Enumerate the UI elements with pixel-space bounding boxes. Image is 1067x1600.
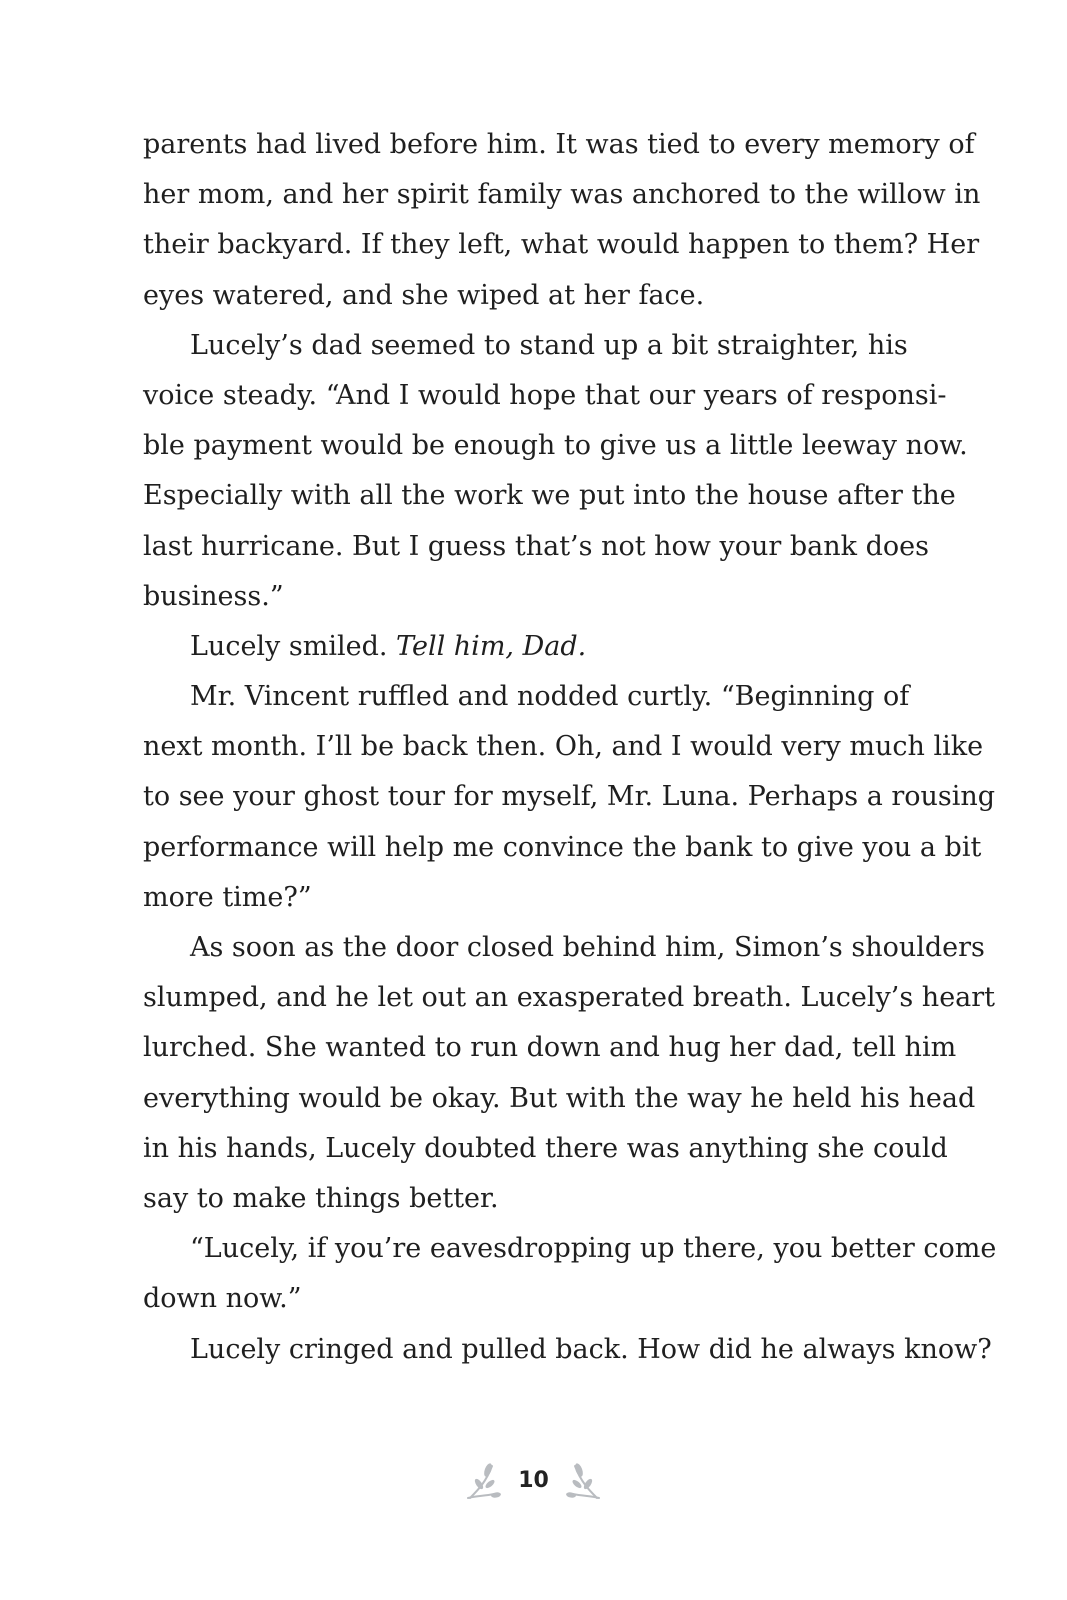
text-line [143,622,905,672]
text-line-content: Lucely’s dad seemed to stand up a bit straighter, his [190,329,908,361]
text-line [143,973,996,1023]
text-line [143,1224,997,1274]
text-line [143,772,996,822]
text-line [143,823,982,873]
text-line [143,271,905,321]
text-line [143,672,910,722]
text-line [143,722,984,772]
text-line [143,1023,957,1073]
text-line-content: down now.” [143,1283,302,1315]
text-line [143,1174,905,1224]
text-line-content: say to make things better. [143,1182,499,1214]
text-line-content: Especially with all the work we put into the house after the [143,480,956,512]
text-line [143,321,908,371]
body-text [143,120,997,1375]
text-line-content: “Lucely, if you’re eavesdropping up there, you better come [190,1233,997,1265]
text-line [143,522,929,572]
italic-thought: Tell him, Dad. [396,630,587,662]
text-line-content: her mom, and her spirit family was anchored to the willow in [143,179,981,211]
text-line [143,1124,948,1174]
text-line [143,371,947,421]
text-line-content: Lucely cringed and pulled back. How did he always know? [190,1333,992,1365]
text-line-content: in his hands, Lucely doubted there was anything she could [143,1132,948,1164]
text-line [143,471,956,521]
text-line-content: lurched. She wanted to run down and hug her dad, tell him [143,1032,957,1064]
text-line-content: Lucely smiled. [190,630,397,662]
text-line-content: everything would be okay. But with the way he held his head [143,1082,976,1114]
text-line-content: eyes watered, and she wiped at her face. [143,279,705,311]
text-line [143,220,980,270]
sprig-left-icon [464,1458,504,1502]
text-line [143,873,905,923]
text-line-content: next month. I’ll be back then. Oh, and I would very much like [143,731,984,763]
page-number: 10 [518,1467,549,1493]
text-line [143,120,975,170]
text-line-content: parents had lived before him. It was tied to every memory of [143,129,975,160]
text-line-content: to see your ghost tour for myself, Mr. Luna. Perhaps a rousing [143,781,996,813]
text-line-content: Mr. Vincent ruffled and nodded curtly. “Beginning of [190,681,910,713]
text-line [143,1325,992,1375]
text-line-content: last hurricane. But I guess that’s not how your bank does [143,530,929,562]
text-line [143,170,981,220]
text-line-content: more time?” [143,881,312,913]
text-line-content: slumped, and he let out an exasperated breath. Lucely’s heart [143,982,996,1014]
text-line-content: ble payment would be enough to give us a little leeway now. [143,430,968,462]
text-line [143,1074,976,1124]
text-line-content: As soon as the door closed behind him, Simon’s shoulders [190,932,985,963]
text-line-content: voice steady. “And I would hope that our years of responsi- [143,379,947,411]
text-line-content: business.” [143,580,284,612]
text-line-content: their backyard. If they left, what would happen to them? Her [143,229,980,261]
text-line-content: performance will help me convince the bank to give you a bit [143,831,982,863]
text-line [143,421,968,471]
sprig-right-icon [563,1458,603,1502]
text-line [143,923,985,973]
text-line [143,572,905,622]
page-footer [0,1452,1067,1508]
text-line [143,1274,905,1324]
